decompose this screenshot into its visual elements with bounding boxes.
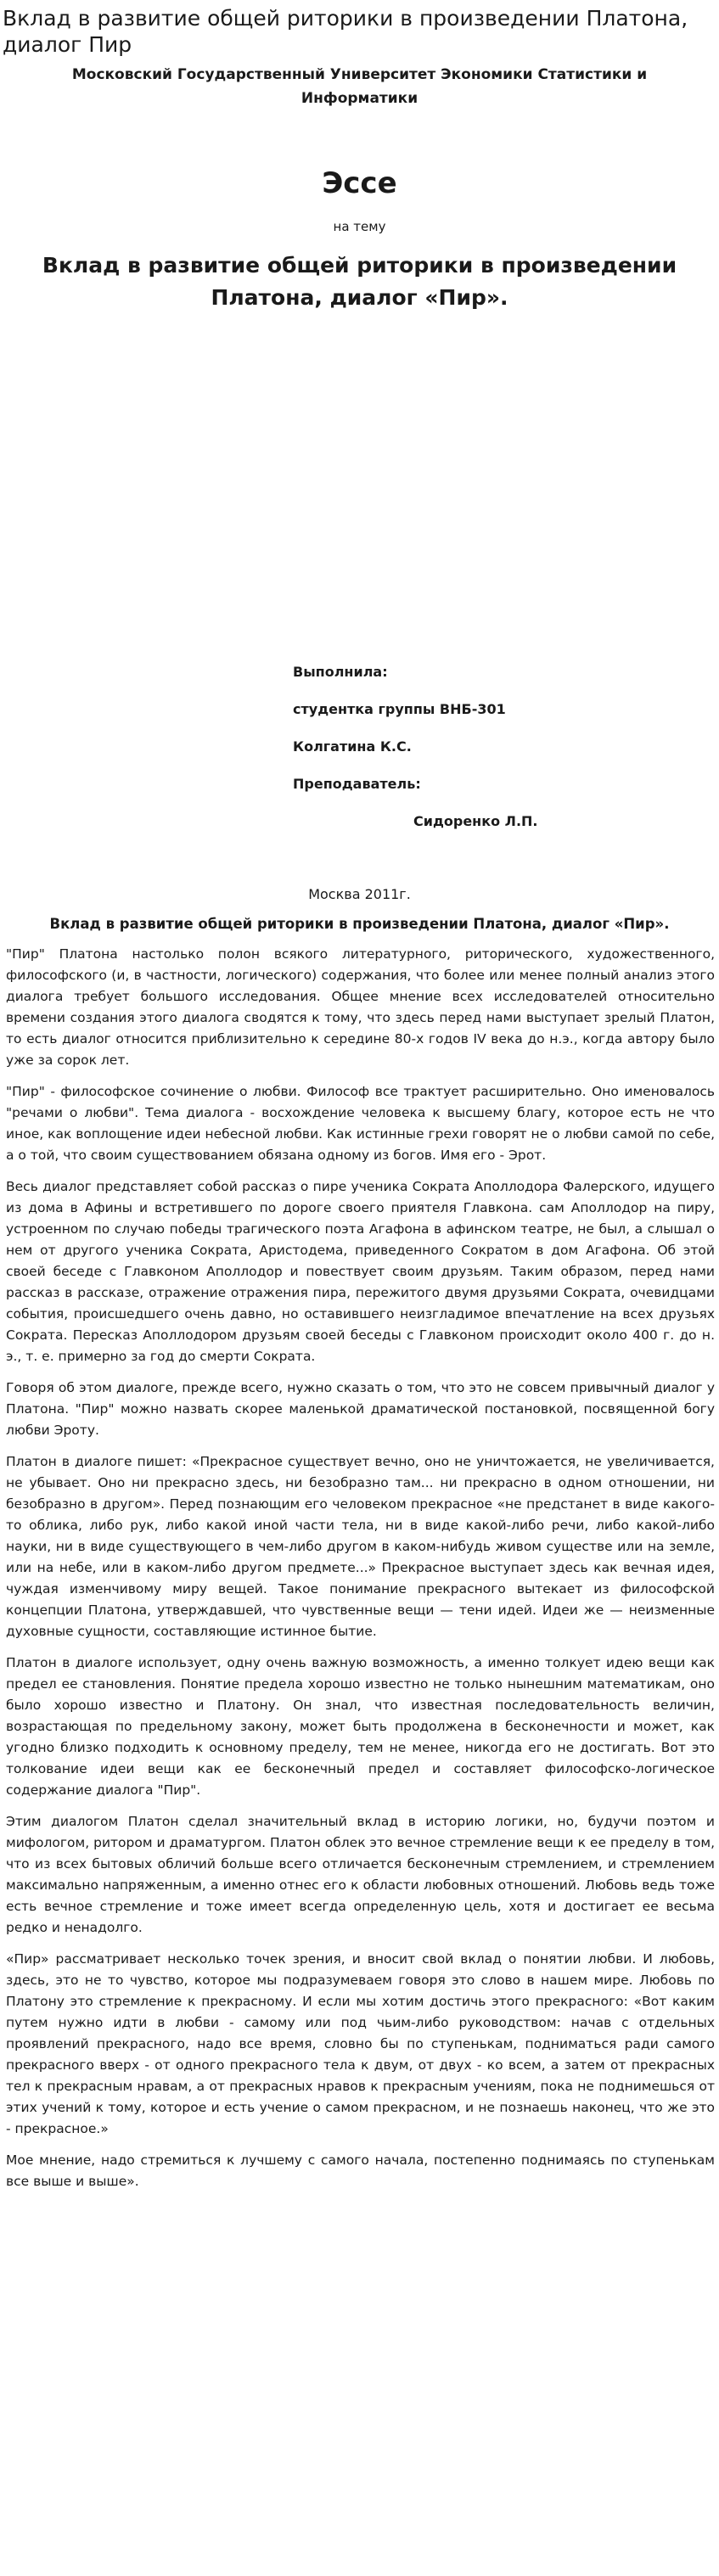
teacher-label: Преподаватель: — [293, 776, 421, 792]
teacher-name: Сидоренко Л.П. — [413, 813, 538, 829]
paragraph: Говоря об этом диалоге, прежде всего, нужно сказать о том, что это не совсем привычный диалог у Платона. "Пир" можно назвать скорее маленькой драматической постановкой, посвященной богу любви Эроту. — [6, 1380, 715, 1438]
page-title: Вклад в развитие общей риторики в произведении Платона, диалог Пир — [3, 6, 688, 57]
body-heading: Вклад в развитие общей риторики в произведении Платона, диалог «Пир». — [49, 916, 670, 932]
city-year: Москва 2011г. — [308, 886, 411, 902]
paragraph: Этим диалогом Платон сделал значительный вклад в историю логики, но, будучи поэтом и мифологом, ритором и драматургом. Платон облек это вечное стремление вещи к ее пределу в том, что из всех бытовых обличий больше всего отличается бесконечным стремлением, и стремлением максимально напряженным, а именно отнес его к области любовных отношений. Любовь ведь тоже есть вечное стремление и тоже имеет всегда определенную цель, хотя и достигает ее весьма редко и ненадолго. — [6, 1814, 715, 1935]
student-name: Колгатина К.С. — [293, 738, 412, 755]
paragraph: "Пир" - философское сочинение о любви. Философ все трактует расширительно. Оно именовалось "речами о любви". Тема диалога - восхождение человека к высшему благу, которое есть не что иное, как воплощение идеи небесной любви. Как истинные грехи говорят не о любви самой по себе, а о той, что своим существованием обязана одному из богов. Имя его - Эрот. — [6, 1084, 715, 1163]
performed-label: Выполнила: — [293, 664, 388, 680]
paragraph: "Пир" Платона настолько полон всякого литературного, риторического, художественного, философского (и, в частности, логического) содержания, что более или менее полный анализ этого диалога требует большого исследования. Общее мнение всех исследователей относительно времени создания этого диалога сводятся к тому, что здесь перед нами выступает зрелый Платон, то есть диалог относится приблизительно к середине 80-х годов IV века до н.э., когда автору было уже за сорок лет. — [6, 946, 715, 1068]
paragraph: Платон в диалоге использует, одну очень важную возможность, а именно толкует идею вещи как предел ее становления. Понятие предела хорошо известно не только нынешним математикам, оно было хорошо известно и Платону. Он знал, что известная последовательность величин, возрастающая по предельному закону, может быть продолжена в бесконечности и может, как угодно близко подходить к основному пределу, тем не менее, никогда его не достигать. Вот это толкование идеи вещи как ее бесконечный предел и составляет философско-логическое содержание диалога "Пир". — [6, 1655, 715, 1798]
paragraph: Весь диалог представляет собой рассказ о пире ученика Сократа Аполлодора Фалерского, идущего из дома в Афины и встретившего по дороге своего приятеля Главкона. сам Аполлодор на пиру, устроенном по случаю победы трагического поэта Агафона в афинском театре, не был, а слышал о нем от другого ученика Сократа, Аристодема, приведенного Сократом в дом Агафона. Об этой своей беседе с Главконом Аполлодор и повествует своим друзьям. Таким образом, перед нами рассказ в рассказе, отражение отражения пира, пережитого двумя друзьями Сократа, очевидцами события, происшедшего очень давно, но оставившего неизгладимое впечатление на всех друзьях Сократа. Пересказ Аполлодором друзьям своей беседы с Главконом происходит около 400 г. до н. э., т. е. примерно за год до смерти Сократа. — [6, 1179, 715, 1364]
paragraph: «Пир» рассматривает несколько точек зрения, и вносит свой вклад о понятии любви. И любовь, здесь, это не то чувство, которое мы подразумеваем говоря это слово в нашем мире. Любовь по Платону это стремление к прекрасному. И если мы хотим достичь этого прекрасного: «Вот каким путем нужно идти в любви - самому или под чьим-либо руководством: начав с отдельных проявлений прекрасного, надо все время, словно бы по ступенькам, подниматься ради самого прекрасного вверх - от одного прекрасного тела к двум, от двух - ко всем, а затем от прекрасных тел к прекрасным нравам, а от прекрасных нравов к прекрасным учениям, пока не поднимешься от этих учений к тому, которое и есть учение о самом прекрасном, и не познаешь наконец, что же это - прекрасное.» — [6, 1951, 715, 2136]
essay-label: Эссе — [322, 166, 397, 200]
institution-name: Московский Государственный Университет Экономики Статистики и Информатики — [71, 66, 648, 107]
paragraph: Мое мнение, надо стремиться к лучшему с самого начала, постепенно поднимаясь по ступенькам все выше и выше». — [6, 2152, 715, 2189]
essay-body — [6, 944, 715, 2203]
paragraph: Платон в диалоге пишет: «Прекрасное существует вечно, оно не уничтожается, не увеличивается, не убывает. Оно ни прекрасно здесь, ни безобразно там... ни прекрасно в одном отношении, ни безобразно в другом». Перед познающим его человеком прекрасное «не предстанет в виде какого-то облика, либо рук, либо какой иной части тела, ни в виде какой-либо речи, либо какой-либо науки, ни в виде существующего в чем-либо другом в каком-нибудь живом существе или на земле, или на небе, или в каком-либо другом предмете...» Прекрасное выступает здесь как вечная идея, чуждая изменчивому миру вещей. Такое понимание прекрасного вытекает из философской концепции Платона, утверждавшей, что чувственные вещи — тени идей. Идеи же — неизменные духовные сущности, составляющие истинное бытие. — [6, 1454, 715, 1639]
student-group: студентка группы ВНБ-301 — [293, 701, 506, 717]
on-topic-label: на тему — [333, 219, 386, 234]
topic-title: Вклад в развитие общей риторики в произведении Платона, диалог «Пир». — [42, 253, 677, 310]
